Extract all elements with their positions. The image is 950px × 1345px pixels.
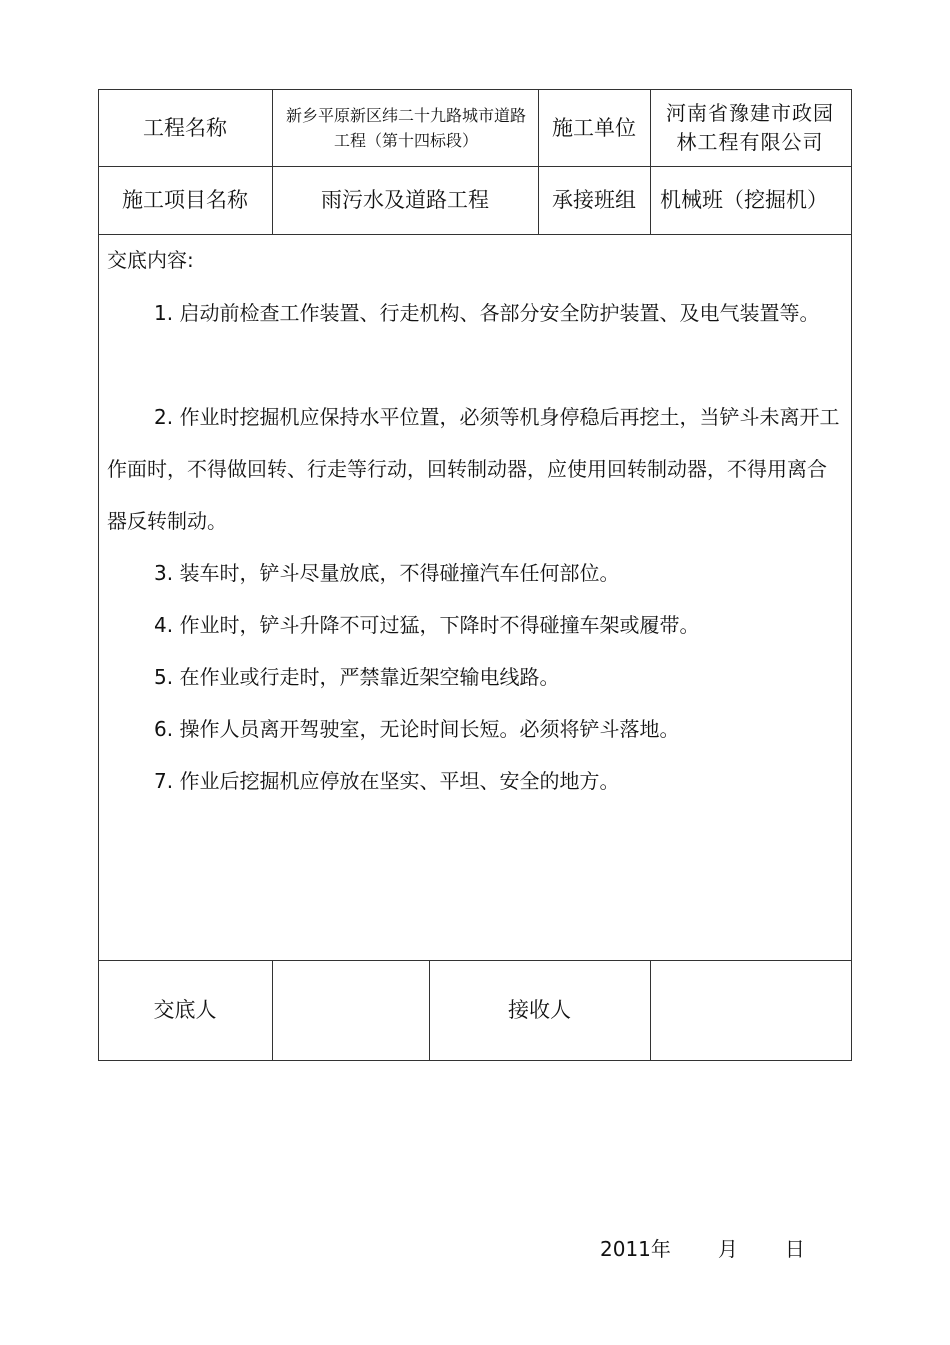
discloser-label: 交底人 bbox=[153, 998, 217, 1022]
date-month: 月 bbox=[717, 1237, 738, 1261]
project-name-label: 工程名称 bbox=[143, 115, 227, 140]
contractor-label: 施工单位 bbox=[552, 115, 636, 140]
table-border-left bbox=[98, 89, 99, 1061]
team-label: 承接班组 bbox=[552, 188, 636, 212]
list-item: 2. 作业时挖掘机应保持水平位置，必须等机身停稳后再挖土，当铲斗未离开工作面时，不得做回转、行走等行动，回转制动器，应使用回转制动器，不得用离合器反转制动。 bbox=[107, 405, 840, 533]
receiver-signature-field[interactable] bbox=[650, 960, 851, 1060]
list-item: 5. 在作业或行走时，严禁靠近架空输电线路。 bbox=[154, 665, 560, 689]
list-item: 7. 作业后挖掘机应停放在坚实、平坦、安全的地方。 bbox=[154, 769, 620, 793]
date-day: 日 bbox=[784, 1237, 805, 1261]
contractor-value: 河南省豫建市政园林工程有限公司 bbox=[666, 100, 834, 154]
team-value: 机械班（挖掘机） bbox=[660, 188, 828, 212]
list-item: 3. 装车时，铲斗尽量放底，不得碰撞汽车任何部位。 bbox=[154, 561, 620, 585]
table-border-bottom bbox=[98, 1060, 852, 1061]
receiver-label: 接收人 bbox=[508, 998, 571, 1022]
list-item: 6. 操作人员离开驾驶室，无论时间长短。必须将铲斗落地。 bbox=[154, 717, 680, 741]
list-item: 4. 作业时，铲斗升降不可过猛，下降时不得碰撞车架或履带。 bbox=[154, 613, 700, 637]
table-col-divider bbox=[650, 89, 651, 234]
date-line bbox=[600, 1233, 805, 1262]
project-name-value: 新乡平原新区纬二十九路城市道路工程（第十四标段） bbox=[285, 105, 526, 150]
item-value: 雨污水及道路工程 bbox=[321, 188, 489, 212]
list-item: 1. 启动前检查工作装置、行走机构、各部分安全防护装置、及电气装置等。 bbox=[154, 301, 820, 325]
table-border-right bbox=[851, 89, 852, 1061]
table-row-divider bbox=[98, 234, 852, 235]
item-label: 施工项目名称 bbox=[122, 188, 248, 212]
date-year: 2011年 bbox=[600, 1237, 671, 1261]
discloser-signature-field[interactable] bbox=[272, 960, 429, 1060]
content-title: 交底内容: bbox=[107, 248, 194, 272]
